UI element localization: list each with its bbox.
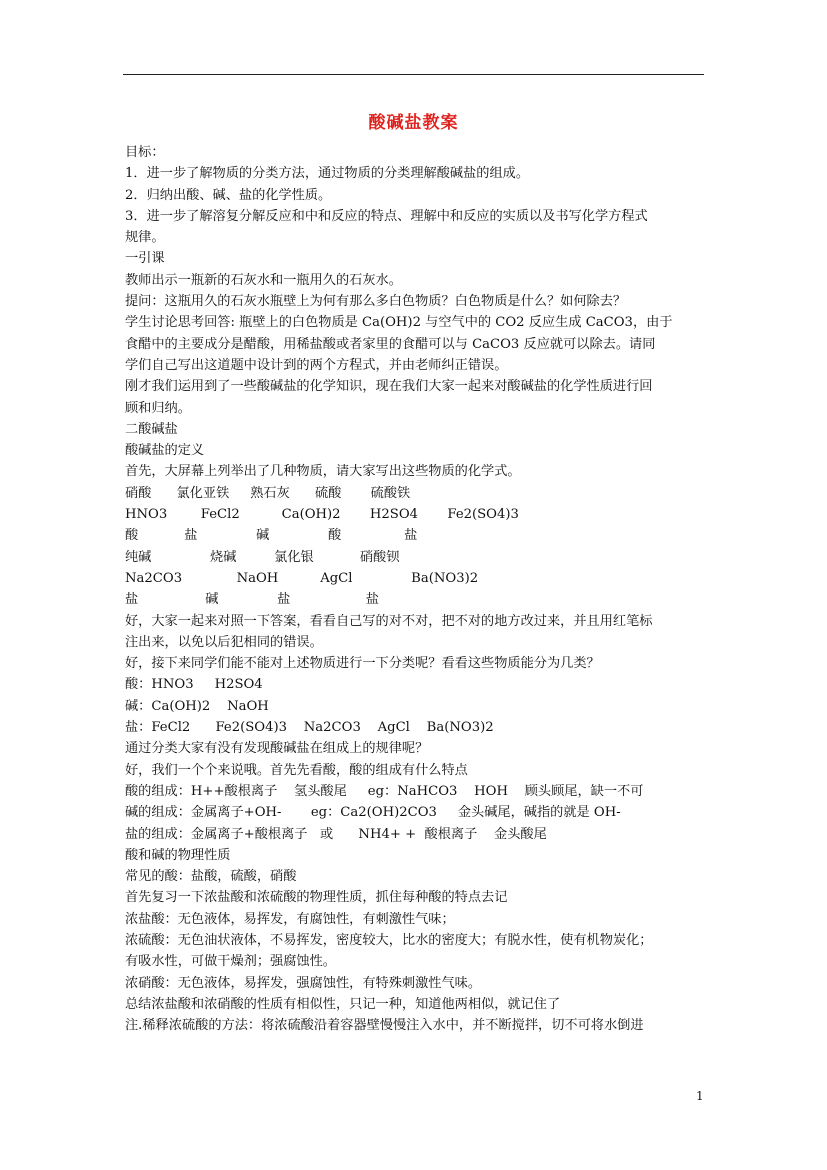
body-line: 学生讨论思考回答: 瓶壁上的白色物质是 Ca(OH)2 与空气中的 CO2 反应生成 CaCO3，由于 <box>125 315 673 331</box>
body-line: 食醋中的主要成分是醋酸，用稀盐酸或者家里的食醋可以与 CaCO3 反应就可以除去。请同 <box>125 336 656 352</box>
body-line: Na2CO3 NaOH AgCl Ba(NO3)2 <box>125 570 479 586</box>
header-rule <box>123 74 704 75</box>
body-line: 常见的酸：盐酸，硫酸，硝酸 <box>125 869 297 885</box>
body-line: 一引课 <box>125 251 165 267</box>
body-line: 顾和归纳。 <box>125 400 191 416</box>
body-line: 碱：Ca(OH)2 NaOH <box>125 698 269 714</box>
body-line: 注.稀释浓硫酸的方法：将浓硫酸沿着容器壁慢慢注入水中，并不断搅拌，切不可将水倒进 <box>125 1018 644 1034</box>
body-line: 3．进一步了解溶复分解反应和中和反应的特点、理解中和反应的实质以及书写化学方程式 <box>125 208 648 224</box>
body-line: 酸 盐 碱 酸 盐 <box>125 528 418 544</box>
body-line: 酸的组成：H++酸根离子 氢头酸尾 eg：NaHCO3 HOH 顾头顾尾，缺一不可 <box>125 783 644 799</box>
body-line: 注出来，以免以后犯相同的错误。 <box>125 634 323 650</box>
body-line: 纯碱 烧碱 氯化银 硝酸钡 <box>125 549 400 565</box>
body-line: 1．进一步了解物质的分类方法，通过物质的分类理解酸碱盐的组成。 <box>125 166 530 182</box>
body-line: 教师出示一瓶新的石灰水和一瓶用久的石灰水。 <box>125 272 402 288</box>
body-line: 硝酸 氯化亚铁 熟石灰 硫酸 硫酸铁 <box>125 485 411 501</box>
body-line: 酸和碱的物理性质 <box>125 847 231 863</box>
body-line: 首先，大屏幕上列举出了几种物质，请大家写出这些物质的化学式。 <box>125 464 521 480</box>
body-line: 规律。 <box>125 230 165 246</box>
body-line: 有吸水性，可做干燥剂；强腐蚀性。 <box>125 954 336 970</box>
page-number: 1 <box>696 1089 704 1103</box>
body-line: 刚才我们运用到了一些酸碱盐的化学知识，现在我们大家一起来对酸碱盐的化学性质进行回 <box>125 379 653 395</box>
body-line: 好，大家一起来对照一下答案，看看自己写的对不对，把不对的地方改过来，并且用红笔标 <box>125 613 653 629</box>
body-line: 通过分类大家有没有发现酸碱盐在组成上的规律呢？ <box>125 741 429 757</box>
document-body <box>125 142 711 1036</box>
body-line: 酸碱盐的定义 <box>125 443 205 459</box>
body-line: 酸：HNO3 H2SO4 <box>125 677 263 693</box>
body-line: 总结浓盐酸和浓硝酸的性质有相似性，只记一种，知道他两相似，就记住了 <box>125 996 561 1012</box>
document-title: 酸碱盐教案 <box>368 113 459 133</box>
body-line: 浓硝酸：无色液体，易挥发，强腐蚀性，有特殊刺激性气味。 <box>125 975 482 991</box>
body-line: 提问：这瓶用久的石灰水瓶壁上为何有那么多白色物质？白色物质是什么？如何除去？ <box>125 294 627 310</box>
body-line: 二酸碱盐 <box>125 421 178 437</box>
body-line: 好，我们一个个来说哦。首先先看酸，酸的组成有什么特点 <box>125 762 468 778</box>
body-line: 好，接下来同学们能不能对上述物质进行一下分类呢？看看这些物质能分为几类？ <box>125 656 600 672</box>
body-line: HNO3 FeCl2 Ca(OH)2 H2SO4 Fe2(SO4)3 <box>125 507 519 523</box>
body-line: 2．归纳出酸、碱、盐的化学性质。 <box>125 187 332 203</box>
body-line: 浓硫酸：无色油状液体，不易挥发，密度较大，比水的密度大；有脱水性，使有机物炭化； <box>125 932 653 948</box>
body-line: 碱的组成：金属离子+OH- eg：Ca2(OH)2CO3 金头碱尾，碱指的就是 OH- <box>125 805 621 821</box>
body-line: 浓盐酸：无色液体，易挥发，有腐蚀性，有刺激性气味； <box>125 911 455 927</box>
body-line: 盐：FeCl2 Fe2(SO4)3 Na2CO3 AgCl Ba(NO3)2 <box>125 720 494 736</box>
body-line: 首先复习一下浓盐酸和浓硫酸的物理性质，抓住每种酸的特点去记 <box>125 890 508 906</box>
body-line: 目标： <box>125 145 165 160</box>
body-line: 盐的组成：金属离子+酸根离子 或 NH4+ + 酸根离子 金头酸尾 <box>125 826 547 842</box>
body-line: 盐 碱 盐 盐 <box>125 592 379 608</box>
body-line: 学们自己写出这道题中设计到的两个方程式，并由老师纠正错误。 <box>125 357 508 373</box>
